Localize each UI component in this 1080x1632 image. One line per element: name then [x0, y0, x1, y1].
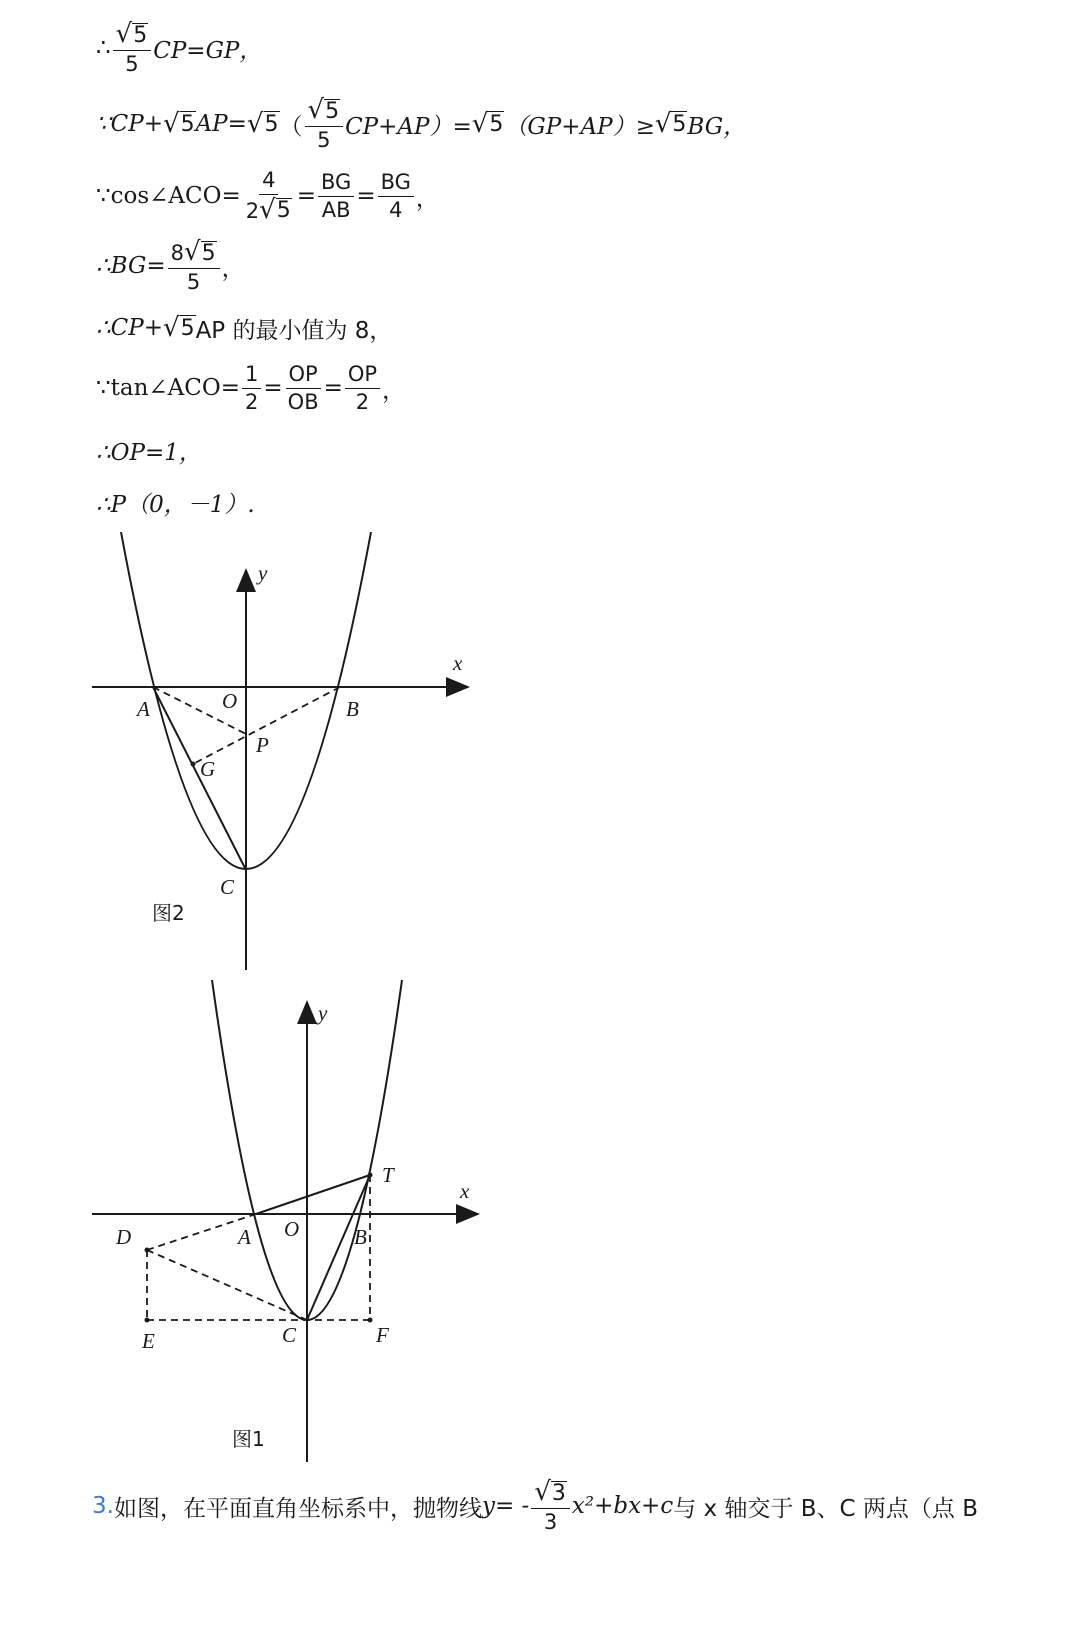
- sqrt5: √ 5: [654, 109, 687, 139]
- step-1: [96, 12, 262, 84]
- segment-at: [256, 1175, 370, 1214]
- equation-rhs: x²+bx+c: [571, 1493, 674, 1519]
- fraction-1-over-2: $\frac{1}{2}$: [242, 363, 261, 412]
- equation-lhs: y= -: [481, 1493, 530, 1519]
- sqrt5: √ 5: [162, 313, 195, 343]
- step-8: ∴P（0，－1）.: [96, 491, 255, 518]
- sqrt5: √ 5: [162, 109, 195, 139]
- figure-1: [0, 980, 520, 1470]
- label-a: A: [238, 1225, 251, 1249]
- label-b: B: [346, 697, 359, 721]
- label-a: A: [137, 697, 150, 721]
- label-x: x: [460, 1179, 470, 1203]
- step-6: ∵tan∠ACO= $\frac{1}{2}$ = $\frac{OP}{OB}$ = $\frac{OP}{2}$ ，: [96, 362, 406, 414]
- segment-dc: [147, 1250, 307, 1320]
- figure-1-caption: 图1: [232, 1427, 265, 1451]
- label-y: y: [318, 1001, 328, 1025]
- question-3: [92, 1466, 978, 1546]
- question-number: 3.: [92, 1493, 114, 1519]
- step-4: ∴BG= 8 √ 5 5 ，: [96, 237, 245, 294]
- label-g: G: [200, 757, 216, 781]
- sqrt5: √ 5: [246, 109, 279, 139]
- label-y: y: [258, 561, 268, 585]
- label-c: C: [282, 1323, 297, 1347]
- label-x: x: [453, 651, 463, 675]
- figure-2-caption: 图2: [152, 901, 185, 925]
- label-b: B: [354, 1225, 367, 1249]
- step-2: ∵CP+ √ 5 AP= √ 5 （ √ 5 5 CP+AP）= √ 5 （GP+AP）≥ √ 5 BG，: [96, 95, 747, 152]
- fraction-op-over-2: $\frac{OP}{2}$: [345, 363, 380, 412]
- label-p: P: [256, 733, 269, 757]
- label-t: T: [382, 1163, 394, 1187]
- label-c: C: [220, 875, 235, 899]
- fraction-4-over-2sqrt5: 4 2 √ 5: [245, 168, 291, 225]
- step-3: ∵cos∠ACO= 4 2 √ 5 = $\frac{BG}{AB}$ = $\frac{BG}{4}$ ，: [96, 168, 439, 225]
- fraction-op-over-ob: $\frac{OP}{OB}$: [285, 363, 322, 412]
- fraction-sqrt3-over-3: √ 3 3: [531, 1479, 570, 1532]
- sqrt5-over-5: √ 5 5: [113, 21, 152, 74]
- fraction-bg-over-ab: $\frac{BG}{AB}$: [318, 171, 354, 220]
- label-o: O: [222, 689, 238, 713]
- fraction-bg-over-4: $\frac{BG}{4}$: [378, 171, 414, 220]
- step-1-prefix: ∴: [96, 35, 111, 61]
- label-o: O: [284, 1217, 300, 1241]
- question-text-before: 如图，在平面直角坐标系中，抛物线: [113, 1495, 482, 1522]
- sqrt5-over-5: √ 5 5: [305, 97, 344, 150]
- sqrt5: √ 5: [471, 109, 504, 139]
- step-1-rhs: CP=GP，: [153, 37, 263, 64]
- label-f: F: [376, 1323, 389, 1347]
- label-e: E: [142, 1329, 155, 1353]
- step-7: ∴OP=1，: [96, 439, 202, 466]
- question-text-after: 与 x 轴交于 B、C 两点（点 B: [673, 1495, 978, 1522]
- step-5: ∴CP+ √ 5 AP 的最小值为 8，: [96, 313, 393, 344]
- fraction-8sqrt5-over-5: 8 √ 5 5: [168, 239, 220, 292]
- label-d: D: [116, 1225, 132, 1249]
- figure-2: [0, 532, 520, 972]
